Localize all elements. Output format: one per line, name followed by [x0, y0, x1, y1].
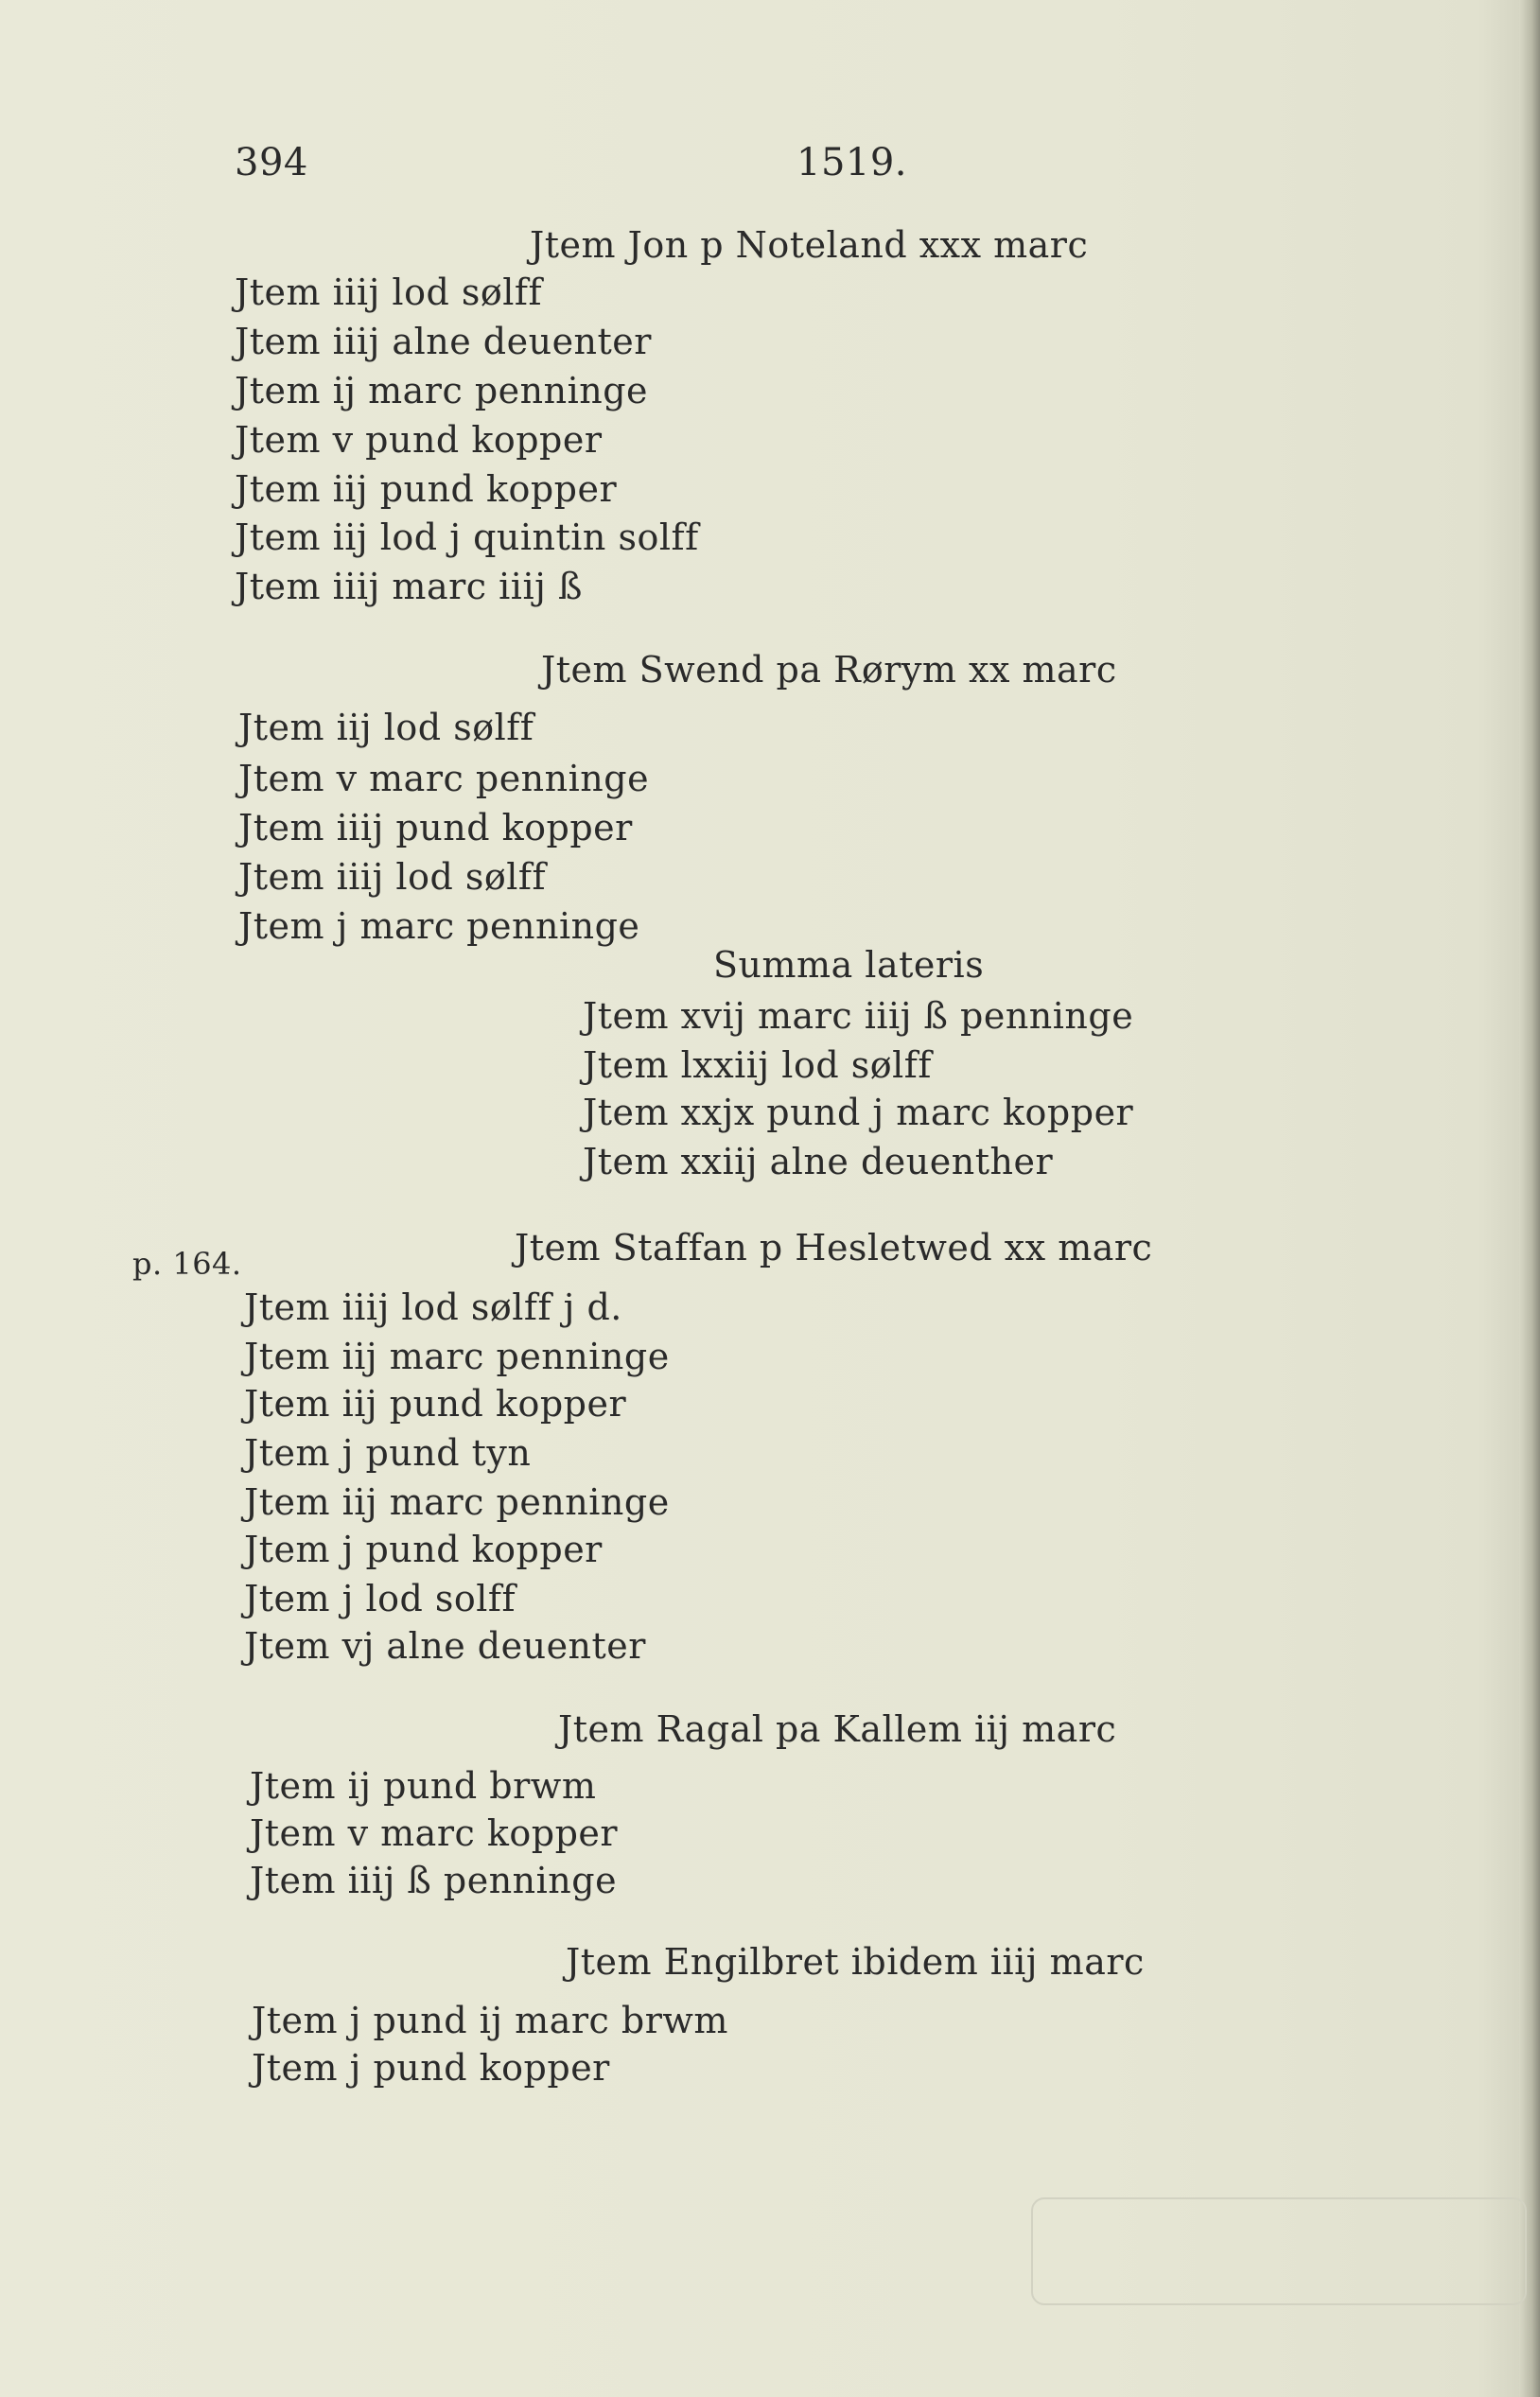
entry-item: Jtem j lod solff	[244, 1578, 516, 1619]
entry-item: Jtem iiij lod sølff	[238, 856, 547, 898]
entry-item: Jtem v marc penninge	[238, 758, 650, 799]
entry-item: Jtem j pund tyn	[244, 1432, 532, 1474]
entry-item: Jtem iij pund kopper	[235, 468, 618, 510]
page-year: 1519.	[796, 141, 908, 184]
entry-title: Jtem Ragal pa Kallem iij marc	[558, 1708, 1117, 1750]
entry-item: Jtem j pund ij marc brwm	[252, 2000, 728, 2041]
entry-item: Jtem vj alne deuenter	[244, 1625, 646, 1667]
page-number: 394	[235, 141, 308, 184]
entry-item: Jtem v pund kopper	[235, 419, 603, 461]
entry-title: Jtem Staffan p Hesletwed xx marc	[515, 1227, 1153, 1268]
summa-item: Jtem lxxiij lod sølff	[583, 1044, 932, 1086]
entry-item: Jtem v marc kopper	[250, 1812, 619, 1854]
entry-title: Jtem Jon p Noteland xxx marc	[530, 224, 1089, 266]
entry-item: Jtem iiij marc iiij ß	[235, 566, 583, 607]
entry-item: Jtem iij lod sølff	[238, 707, 534, 748]
entry-item: Jtem iiij alne deuenter	[235, 321, 652, 362]
margin-page-reference: p. 164.	[132, 1246, 242, 1282]
summa-item: Jtem xvij marc iiij ß penninge	[583, 995, 1134, 1037]
entry-item: Jtem j pund kopper	[252, 2047, 610, 2089]
entry-item: Jtem j marc penninge	[238, 905, 640, 947]
entry-title: Jtem Swend pa Rørym xx marc	[541, 649, 1117, 691]
entry-item: Jtem ij marc penninge	[235, 370, 649, 411]
summa-item: Jtem xxjx pund j marc kopper	[583, 1092, 1134, 1133]
entry-item: Jtem iij marc penninge	[244, 1336, 670, 1377]
entry-item: Jtem iij pund kopper	[244, 1383, 627, 1425]
entry-item: Jtem iij marc penninge	[244, 1481, 670, 1523]
entry-item: Jtem j pund kopper	[244, 1529, 603, 1570]
faint-stamp	[1031, 2197, 1527, 2305]
page-edge	[1519, 0, 1540, 2397]
entry-item: Jtem iij lod j quintin solff	[235, 516, 699, 558]
entry-item: Jtem iiij ß penninge	[250, 1860, 618, 1901]
entry-item: Jtem iiij pund kopper	[238, 807, 633, 849]
entry-title: Jtem Engilbret ibidem iiij marc	[566, 1941, 1145, 1983]
summa-title: Summa lateris	[713, 944, 985, 986]
entry-item: Jtem ij pund brwm	[250, 1765, 597, 1807]
summa-item: Jtem xxiij alne deuenther	[583, 1141, 1054, 1182]
entry-item: Jtem iiij lod sølff j d.	[244, 1286, 622, 1328]
entry-item: Jtem iiij lod sølff	[235, 271, 543, 313]
